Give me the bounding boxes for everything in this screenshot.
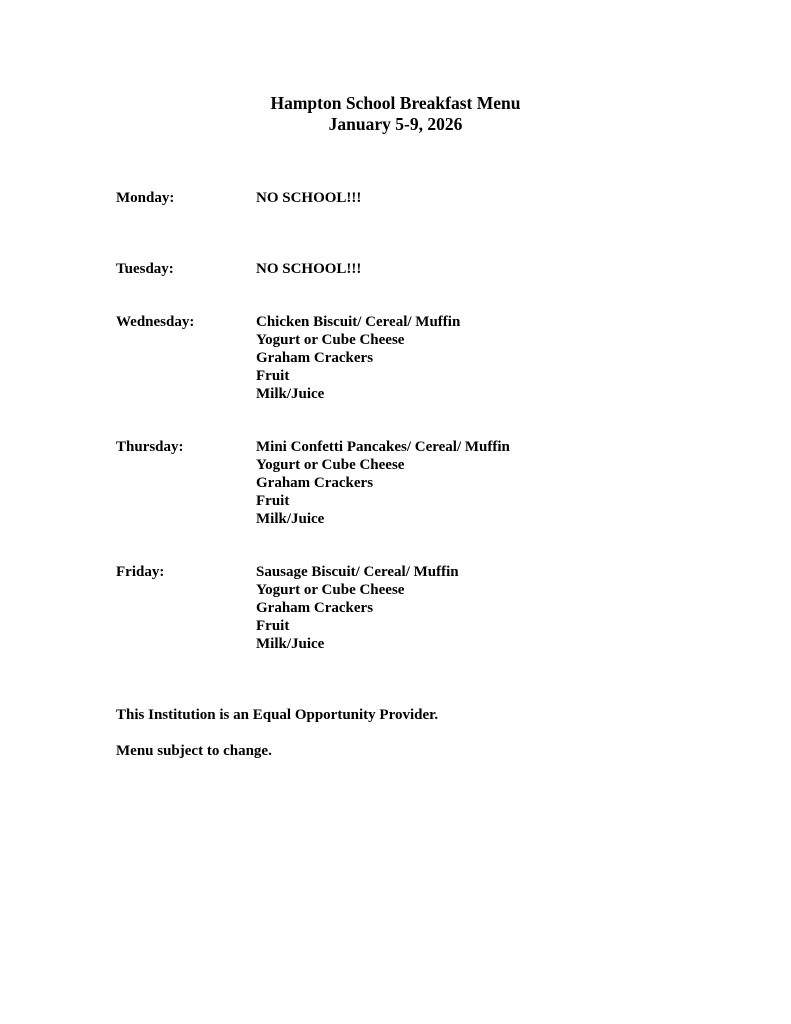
menu-item: Mini Confetti Pancakes/ Cereal/ Muffin [256,439,510,455]
menu-item: Yogurt or Cube Cheese [256,332,405,348]
day-label: Tuesday: [116,261,174,277]
menu-item: Milk/Juice [256,636,325,652]
page-title: Hampton School Breakfast Menu [270,93,521,113]
day-items [256,438,510,528]
day-label: Wednesday: [116,314,195,330]
menu-item: Graham Crackers [256,600,374,616]
menu-item: Milk/Juice [256,386,325,402]
menu-item: Fruit [256,493,290,509]
menu-item: Fruit [256,368,290,384]
day-label: Thursday: [116,439,184,455]
menu-item: NO SCHOOL!!! [256,190,362,206]
day-items [256,189,361,207]
menu-disclaimer: Menu subject to change. [116,743,272,759]
menu-item: NO SCHOOL!!! [256,261,362,277]
menu-item: Graham Crackers [256,350,374,366]
menu-header [0,93,791,135]
menu-item: Fruit [256,618,290,634]
day-items [256,313,460,403]
menu-item: Chicken Biscuit/ Cereal/ Muffin [256,314,461,330]
menu-item: Milk/Juice [256,511,325,527]
day-label: Monday: [116,190,175,206]
day-items [256,260,361,278]
equal-opportunity-statement: This Institution is an Equal Opportunity Provider. [116,707,439,723]
date-range: January 5-9, 2026 [328,114,463,134]
day-items [256,563,459,653]
menu-item: Graham Crackers [256,475,374,491]
menu-item: Yogurt or Cube Cheese [256,457,405,473]
menu-item: Sausage Biscuit/ Cereal/ Muffin [256,564,459,580]
day-label: Friday: [116,564,165,580]
menu-item: Yogurt or Cube Cheese [256,582,405,598]
